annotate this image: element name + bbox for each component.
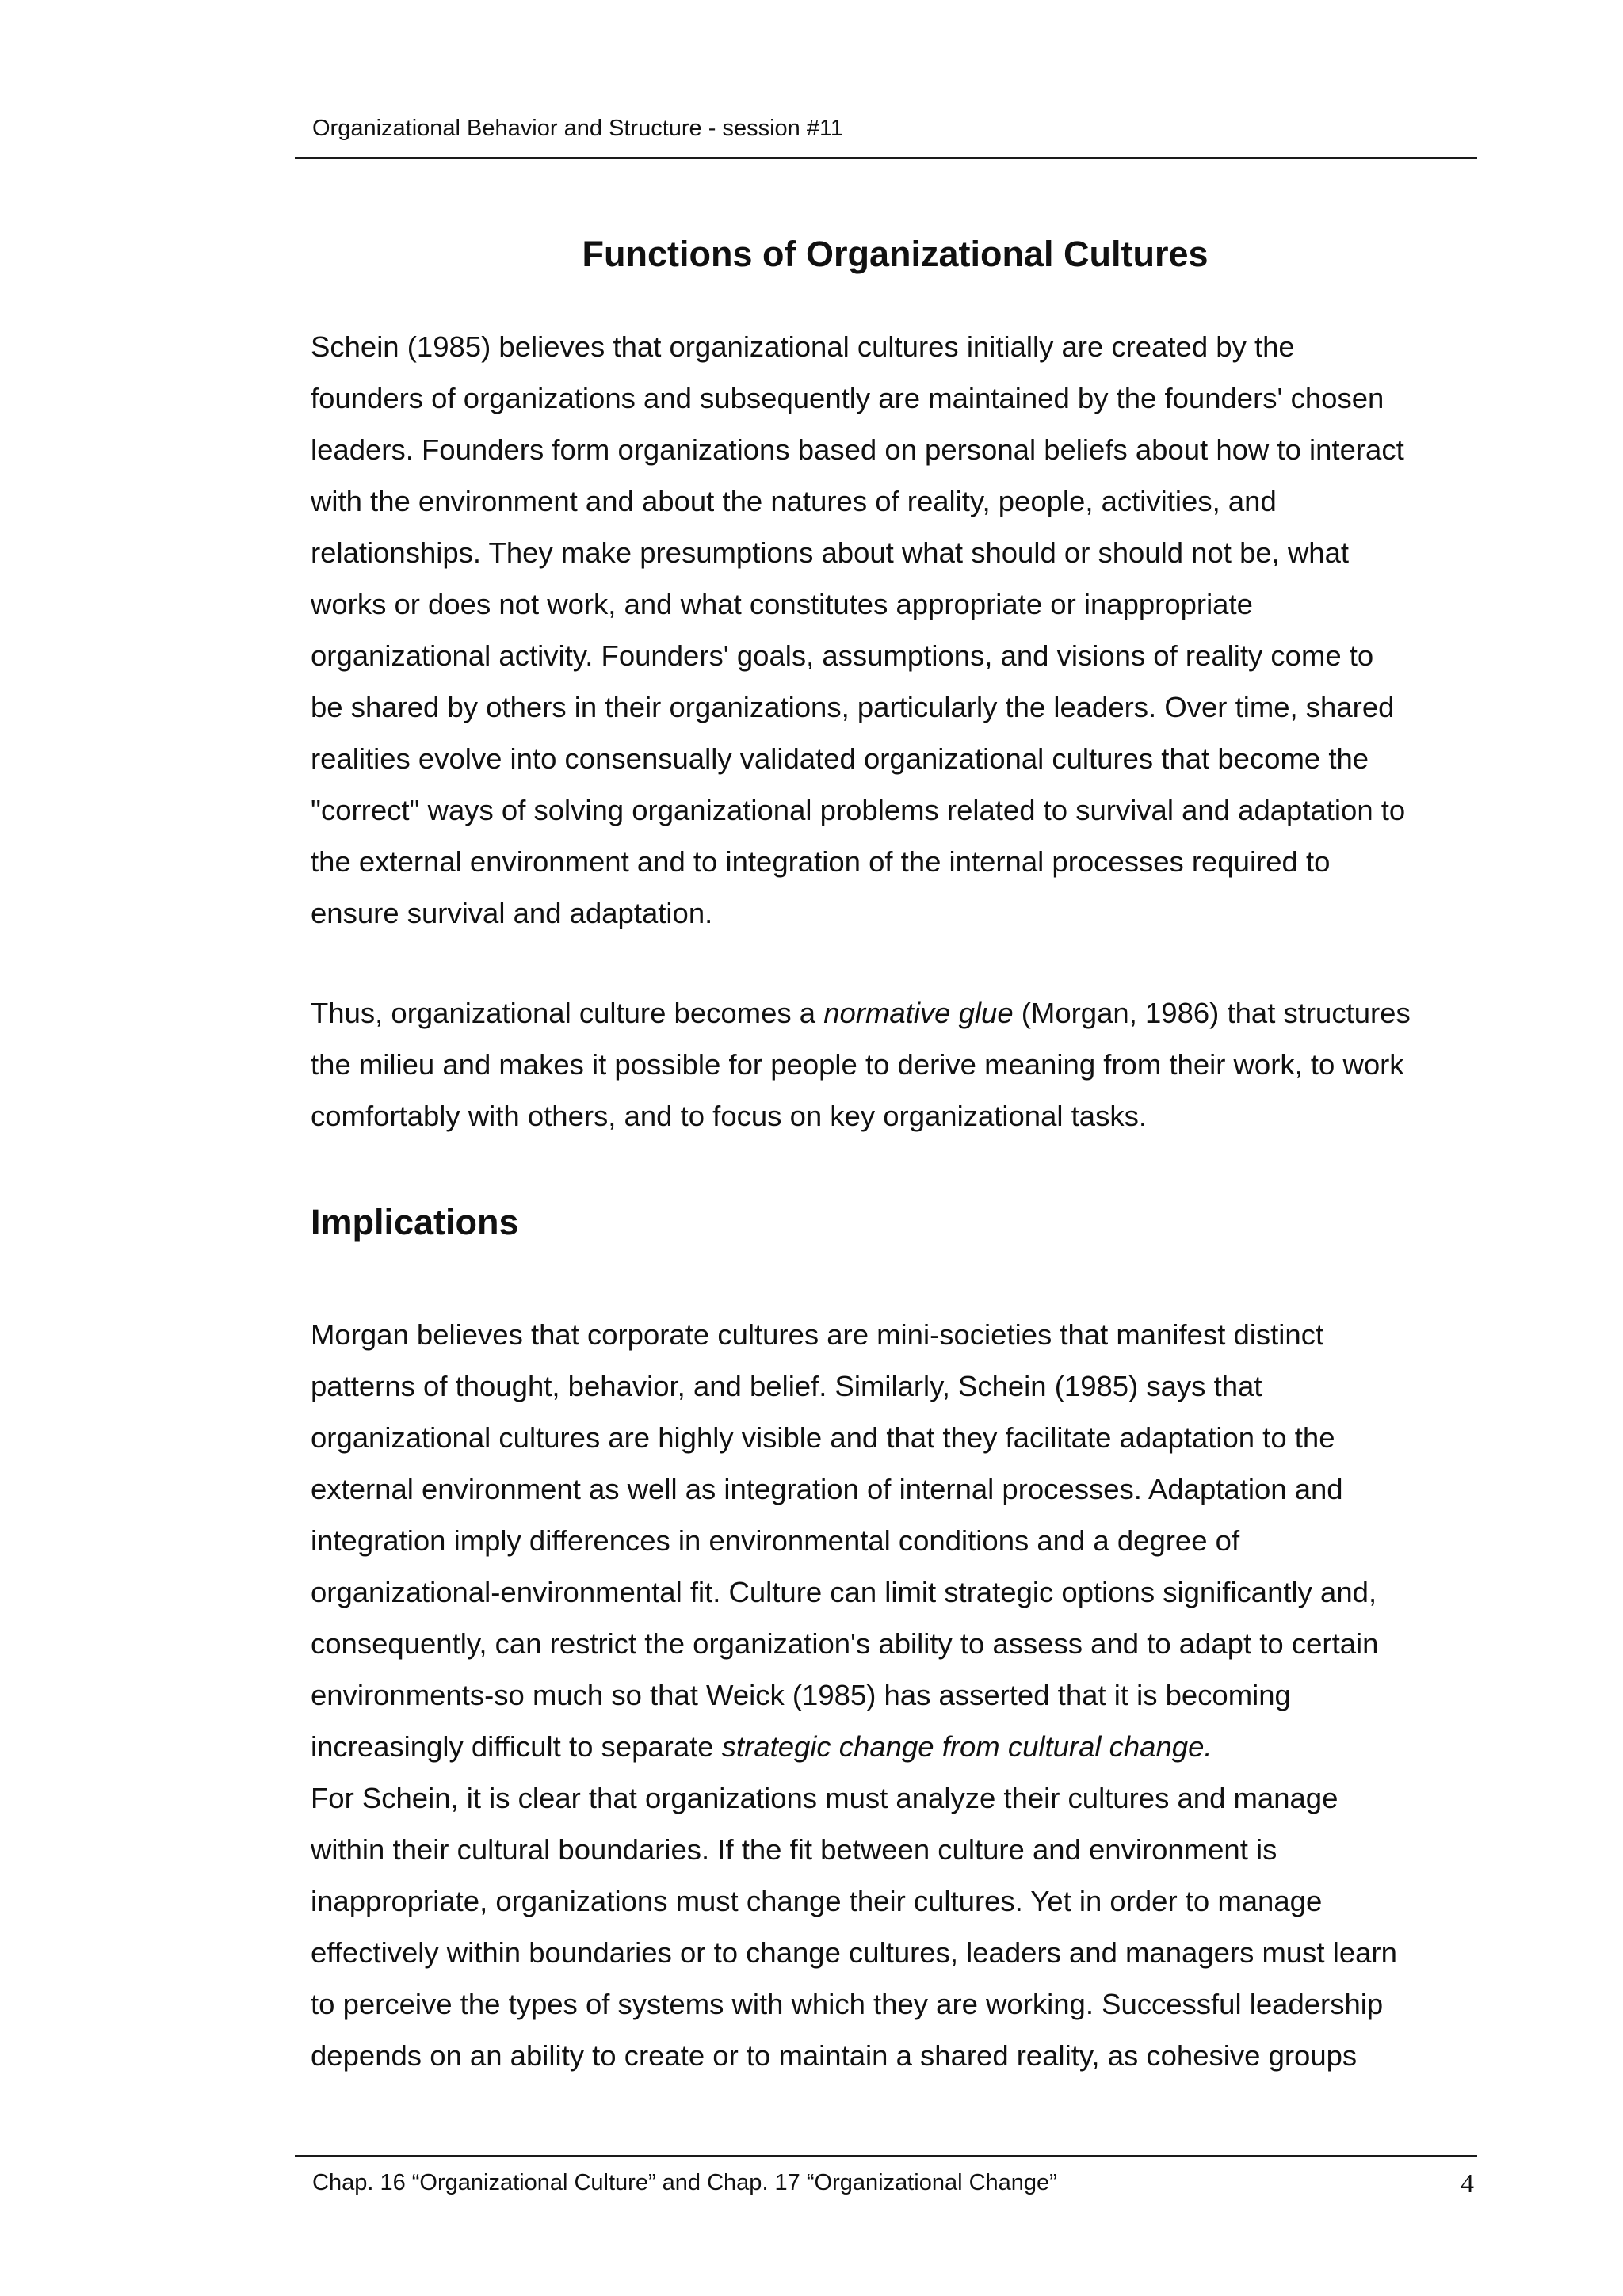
paragraph-line: the milieu and makes it possible for people to derive meaning from their work, to work	[311, 1048, 1404, 1081]
paragraph-line: patterns of thought, behavior, and belief. Similarly, Schein (1985) says that	[311, 1370, 1262, 1402]
page-title: Functions of Organizational Cultures	[582, 234, 1209, 274]
header-text: Organizational Behavior and Structure - session #11	[312, 116, 844, 141]
footer-text: Chap. 16 “Organizational Culture” and Chap. 17 “Organizational Change”	[312, 2170, 1057, 2195]
paragraph-line	[311, 1721, 1480, 1772]
paragraph-line: organizational-environmental fit. Culture can limit strategic options significantly and,	[311, 1576, 1377, 1608]
paragraph-line	[311, 987, 1480, 1039]
page-header	[295, 114, 1477, 159]
line-text: Thus, organizational culture becomes a	[311, 997, 824, 1029]
paragraph-line: inappropriate, organizations must change their cultures. Yet in order to manage	[311, 1885, 1323, 1917]
paragraph-line: depends on an ability to create or to maintain a shared reality, as cohesive groups	[311, 2039, 1358, 2072]
italic-term: normative glue	[823, 997, 1014, 1029]
italic-phrase: strategic change from cultural change.	[721, 1730, 1212, 1763]
paragraph-line: external environment as well as integration of internal processes. Adaptation and	[311, 1473, 1343, 1505]
paragraph-line: leaders. Founders form organizations based on personal beliefs about how to interact	[311, 433, 1404, 466]
paragraph-line: organizational cultures are highly visible and that they facilitate adaptation to the	[311, 1421, 1335, 1454]
paragraph-schein-founders	[311, 321, 1480, 939]
paragraph-line: founders of organizations and subsequently are maintained by the founders' chosen	[311, 382, 1384, 414]
paragraph-line: within their cultural boundaries. If the fit between culture and environment is	[311, 1833, 1277, 1866]
page-number: 4	[1461, 2169, 1474, 2199]
paragraph-line: effectively within boundaries or to change cultures, leaders and managers must learn	[311, 1936, 1397, 1969]
paragraph-schein-boundaries	[311, 1772, 1480, 2081]
paragraph-line: comfortably with others, and to focus on key organizational tasks.	[311, 1100, 1147, 1132]
section-heading-implications: Implications	[311, 1202, 519, 1242]
paragraph-normative-glue	[311, 987, 1480, 1142]
paragraph-mini-societies	[311, 1309, 1480, 1772]
paragraph-line: realities evolve into consensually validated organizational cultures that become the	[311, 742, 1369, 775]
paragraph-line: integration imply differences in environmental conditions and a degree of	[311, 1524, 1240, 1557]
paragraph-line: Morgan believes that corporate cultures are mini-societies that manifest distinct	[311, 1318, 1324, 1351]
paragraph-line: "correct" ways of solving organizational problems related to survival and adaptation to	[311, 794, 1406, 826]
paragraph-line: Schein (1985) believes that organizational cultures initially are created by the	[311, 330, 1295, 363]
paragraph-line: works or does not work, and what constitutes appropriate or inappropriate	[311, 588, 1253, 620]
line-text: (Morgan, 1986) that structures	[1013, 997, 1411, 1029]
paragraph-line: For Schein, it is clear that organizations must analyze their cultures and manage	[311, 1782, 1338, 1814]
paragraph-line: to perceive the types of systems with which they are working. Successful leadership	[311, 1988, 1384, 2020]
paragraph-line: with the environment and about the natures of reality, people, activities, and	[311, 485, 1277, 517]
line-text: increasingly difficult to separate	[311, 1730, 722, 1763]
paragraph-line: environments-so much so that Weick (1985) has asserted that it is becoming	[311, 1679, 1291, 1711]
paragraph-line: be shared by others in their organizations, particularly the leaders. Over time, shared	[311, 691, 1395, 723]
page-footer	[295, 2155, 1477, 2221]
paragraph-line: relationships. They make presumptions about what should or should not be, what	[311, 536, 1350, 569]
paragraph-line: ensure survival and adaptation.	[311, 897, 713, 929]
paragraph-line: the external environment and to integration of the internal processes required to	[311, 845, 1331, 878]
paragraph-line: organizational activity. Founders' goals, assumptions, and visions of reality come to	[311, 639, 1374, 672]
paragraph-line: consequently, can restrict the organization's ability to assess and to adapt to certain	[311, 1627, 1379, 1660]
